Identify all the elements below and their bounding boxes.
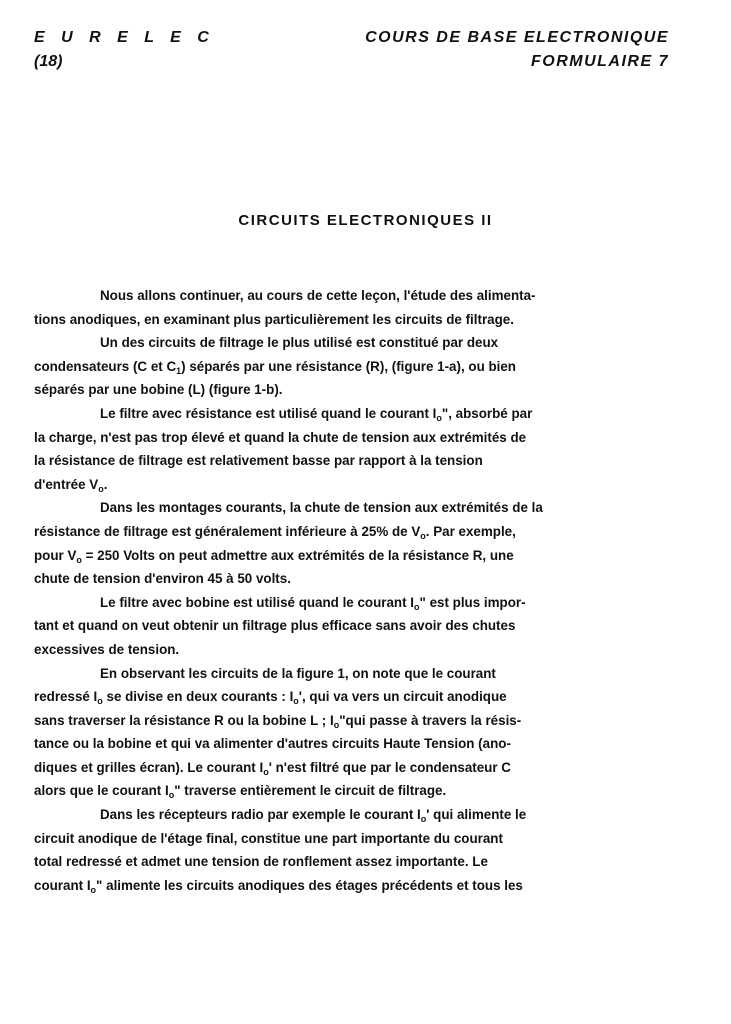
page-title: CIRCUITS ELECTRONIQUES II (238, 212, 493, 229)
text-line: Dans les montages courants, la chute de tension aux extrémités de la (100, 500, 543, 516)
text-line: excessives de tension. (34, 641, 180, 657)
text-line: total redressé et admet une tension de ronflement assez importante. Le (34, 854, 488, 870)
text-line: diques et grilles écran). Le courant $I_o'$ n'est filtré que par le condensateur C (34, 759, 511, 777)
text-line: Un des circuits de filtrage le plus utilisé est constitué par deux (100, 335, 499, 351)
text-line: En observant les circuits de la figure 1, on note que le courant (100, 665, 496, 681)
text-line: redressé $I_o$ se divise en deux courants : $I_o'$, qui va vers un circuit anodique (34, 689, 507, 707)
brand-name: E U R E L E C (34, 29, 215, 46)
text-line: circuit anodique de l'étage final, constitue une part importante du courant (34, 830, 503, 846)
body-text (34, 284, 672, 897)
course-title: COURS DE BASE ELECTRONIQUE (365, 29, 669, 46)
text-line: résistance de filtrage est généralement inférieure à 25% de $V_o$. Par exemple, (34, 523, 516, 541)
text-line: alors que le courant $I_o$" traverse entièrement le circuit de filtrage. (34, 783, 447, 801)
text-line: la charge, n'est pas trop élevé et quand la chute de tension aux extrémités de (34, 429, 527, 445)
text-line: chute de tension d'environ 45 à 50 volts. (34, 571, 291, 587)
text-line: Le filtre avec bobine est utilisé quand le courant $I_o$" est plus impor- (100, 594, 526, 612)
text-line: tant et quand on veut obtenir un filtrage plus efficace sans avoir des chutes (34, 618, 516, 634)
text-line: séparés par une bobine (L) (figure 1-b). (34, 382, 283, 398)
text-line: Le filtre avec résistance est utilisé quand le courant $I_o$", absorbé par (100, 405, 533, 423)
text-line: la résistance de filtrage est relativement basse par rapport à la tension (34, 453, 483, 469)
text-line: tions anodiques, en examinant plus particulièrement les circuits de filtrage. (34, 311, 514, 327)
text-line: tance ou la bobine et qui va alimenter d'autres circuits Haute Tension (ano- (34, 736, 511, 752)
text-line: pour $V_o = 250$ Volts on peut admettre aux extrémités de la résistance R, une (34, 547, 514, 565)
header-left (34, 26, 215, 74)
text-line: courant $I_o$" alimente les circuits anodiques des étages précédents et tous les (34, 877, 523, 895)
form-number: FORMULAIRE 7 (531, 53, 669, 70)
page-number: (18) (34, 53, 63, 70)
header-right (365, 26, 669, 74)
text-line: d'entrée $V_o$. (34, 476, 108, 494)
text-line: condensateurs (C et $C_1$) séparés par une résistance (R), (figure 1-a), ou bien (34, 358, 516, 376)
text-line: sans traverser la résistance R ou la bobine L ; $I_o"qui$ passe à travers la résis- (34, 712, 522, 730)
text-line: Nous allons continuer, au cours de cette leçon, l'étude des alimenta- (100, 288, 536, 303)
text-line: Dans les récepteurs radio par exemple le courant $I_o'$ qui alimente le (100, 807, 527, 825)
